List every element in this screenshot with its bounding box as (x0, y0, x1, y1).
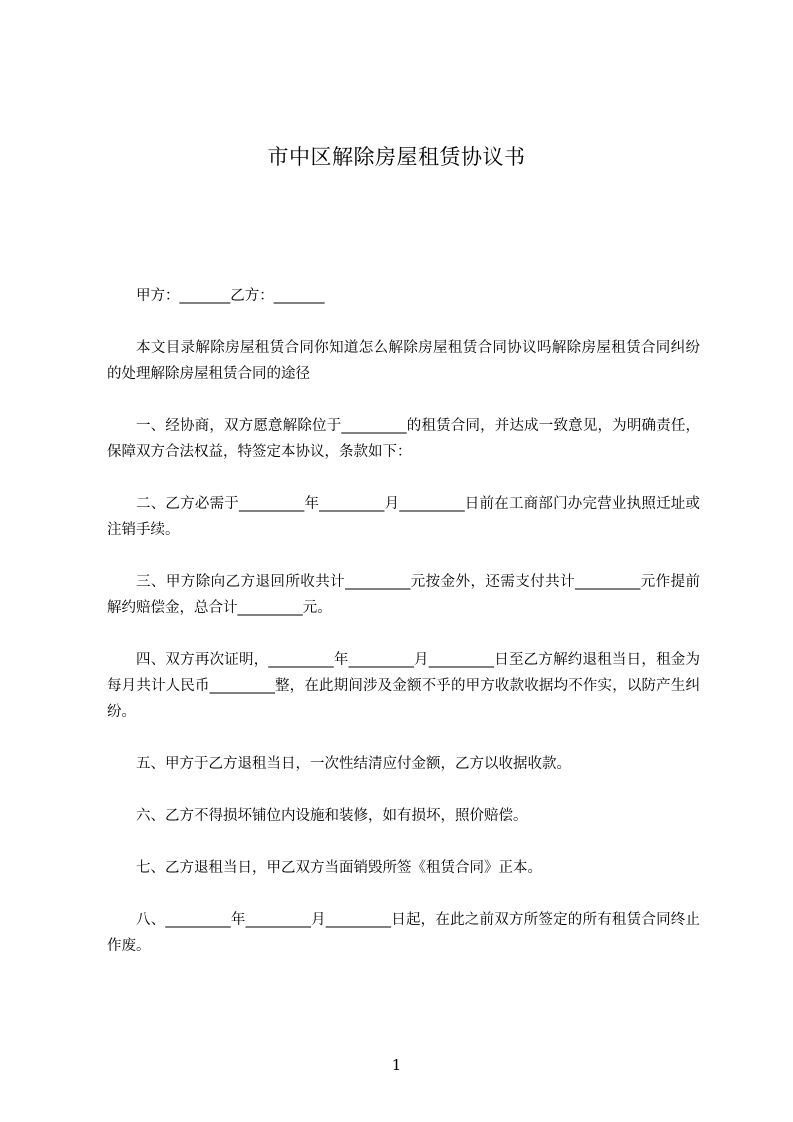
clause-8: 八、_________年_________月_________日起，在此之前双方所签定的所有租赁合同终止作废。 (107, 912, 700, 954)
clause-5: 五、甲方于乙方退租当日，一次性结清应付金额，乙方以收据收款。 (136, 756, 571, 772)
page-number: 1 (391, 1056, 402, 1074)
clause-4: 四、双方再次证明，_________年_________月_________日至乙方解约退租当日，租金为每月共计人民币_________整，在此期间涉及金额不乎的甲方收款收据均不作实，以防产生纠纷。 (107, 652, 700, 720)
clause-7: 七、乙方退租当日，甲乙双方当面销毁所签《租赁合同》正本。 (136, 860, 542, 876)
document-body (107, 283, 700, 959)
clause-3: 三、甲方除向乙方退回所收共计_________元按金外，还需支付共计_________元作提前解约赔偿金，总合计_________元。 (107, 574, 700, 616)
intro-paragraph: 本文目录解除房屋租赁合同你知道怎么解除房屋租赁合同协议吗解除房屋租赁合同纠纷的处理解除房屋租赁合同的途径 (107, 340, 700, 382)
clause-1: 一、经协商，双方愿意解除位于_________的租赁合同，并达成一致意见，为明确责任，保障双方合法权益，特签定本协议，条款如下： (107, 418, 700, 460)
document-title: 市中区解除房屋租赁协议书 (267, 145, 526, 169)
clause-2: 二、乙方必需于_________年_________月_________日前在工商部门办完营业执照迁址或注销手续。 (107, 496, 700, 538)
parties-line: 甲方：_______乙方：_______ (136, 288, 325, 304)
clause-6: 六、乙方不得损坏铺位内设施和装修，如有损坏，照价赔偿。 (136, 808, 528, 824)
